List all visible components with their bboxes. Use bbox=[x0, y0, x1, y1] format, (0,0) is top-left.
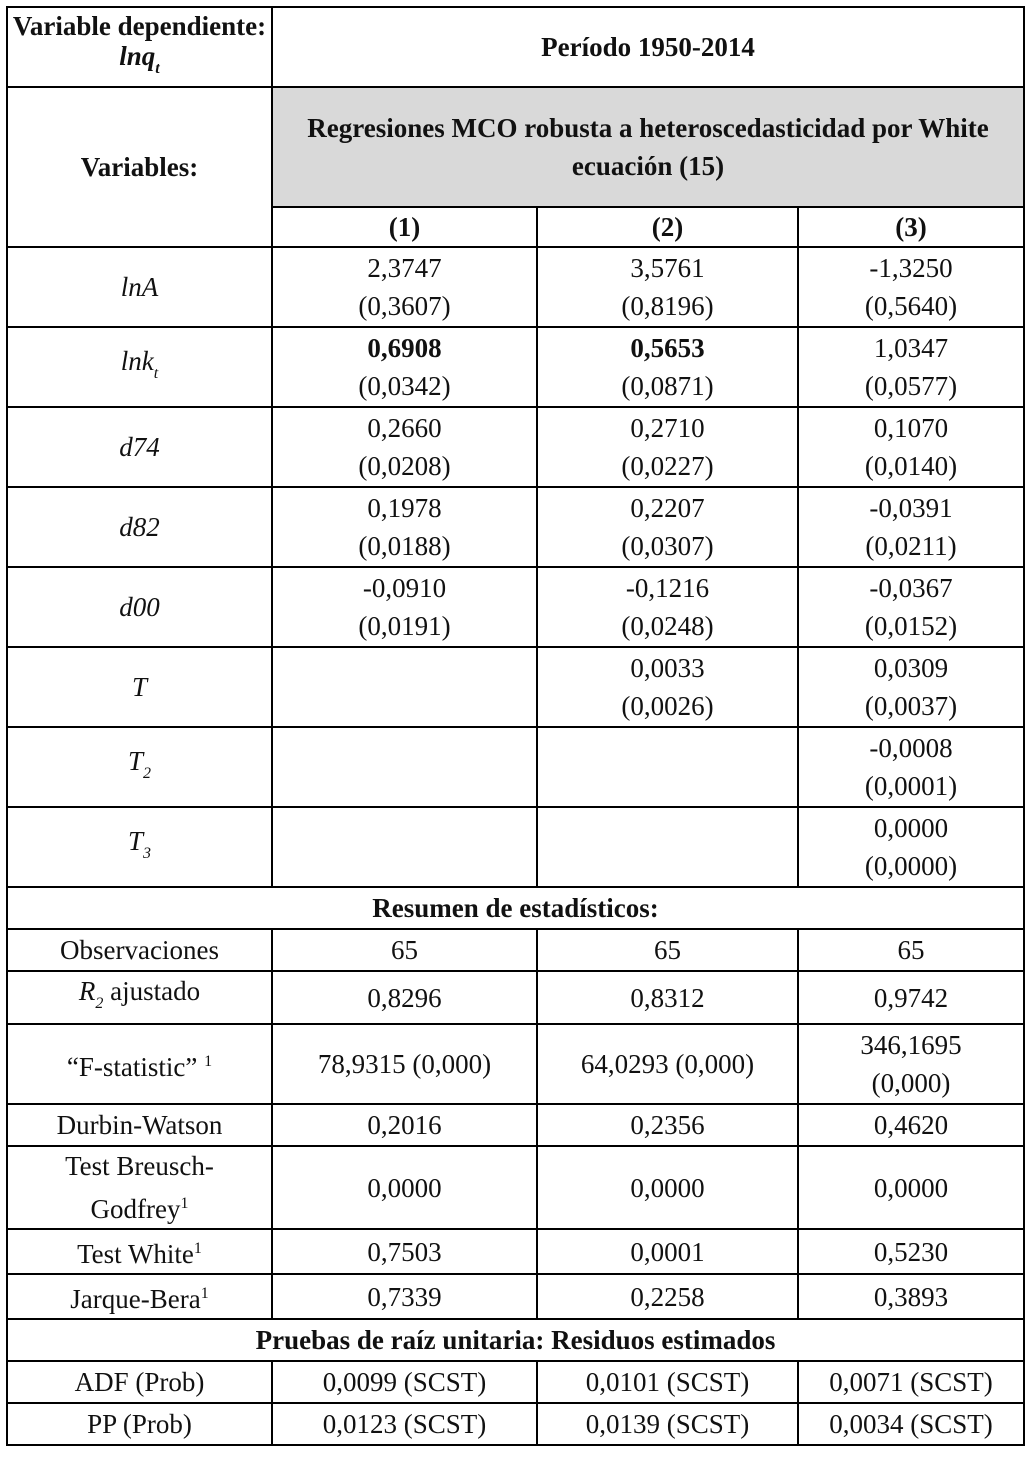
table-row bbox=[7, 727, 1024, 807]
table-row bbox=[7, 1361, 1024, 1403]
standard-error: (0,0307) bbox=[621, 531, 714, 561]
coefficient-value: 0,0309 bbox=[873, 653, 949, 683]
table-cell bbox=[798, 487, 1024, 567]
row-label bbox=[7, 407, 272, 487]
coefficient-value: 0,2710 bbox=[630, 413, 705, 443]
coefficient-value: 2,3747 bbox=[367, 253, 442, 283]
variable-name: lnA bbox=[120, 272, 159, 302]
standard-error: (0,5640) bbox=[864, 291, 958, 321]
table-cell bbox=[537, 247, 798, 327]
standard-error: (0,8196) bbox=[621, 291, 714, 321]
table-row bbox=[7, 487, 1024, 567]
variable-name: lnk bbox=[120, 345, 154, 376]
column-header-3: (3) bbox=[798, 207, 1024, 247]
footnote-marker: 1 bbox=[193, 1240, 202, 1257]
table-row bbox=[7, 1403, 1024, 1445]
row-label bbox=[7, 971, 272, 1024]
row-label: Observaciones bbox=[7, 929, 272, 971]
table-cell: 0,0123 (SCST) bbox=[272, 1403, 537, 1445]
regression-title-text: Regresiones MCO robusta a heteroscedasticidad por White bbox=[307, 113, 989, 143]
breusch-godfrey-label-line1: Test Breusch- bbox=[65, 1151, 214, 1181]
table-row bbox=[7, 1229, 1024, 1274]
column-header-2: (2) bbox=[537, 207, 798, 247]
table-cell bbox=[272, 487, 537, 567]
footnote-marker: 1 bbox=[200, 1285, 209, 1302]
r2-subscript: 2 bbox=[95, 995, 104, 1012]
table-cell: 0,0071 (SCST) bbox=[798, 1361, 1024, 1403]
coefficient-value: -1,3250 bbox=[869, 253, 953, 283]
table-cell: 65 bbox=[798, 929, 1024, 971]
table-row bbox=[7, 1024, 1024, 1104]
table-cell: 0,9742 bbox=[798, 971, 1024, 1024]
table-row bbox=[7, 1146, 1024, 1229]
f-statistic-label: “F-statistic” bbox=[66, 1051, 205, 1082]
variable-name: d00 bbox=[119, 592, 160, 622]
r2-label-text: ajustado bbox=[103, 976, 201, 1006]
footnote-marker: 1 bbox=[180, 1195, 189, 1212]
row-label: ADF (Prob) bbox=[7, 1361, 272, 1403]
variable-subscript: 2 bbox=[143, 764, 152, 782]
coefficient-value: -0,0391 bbox=[869, 493, 953, 523]
white-test-label: Test White bbox=[77, 1239, 194, 1269]
coefficient-value: 0,0033 bbox=[630, 653, 705, 683]
table-cell bbox=[537, 807, 798, 887]
table-cell: 0,7503 bbox=[272, 1229, 537, 1274]
table-cell: 0,2258 bbox=[537, 1274, 798, 1319]
unit-root-section-title: Pruebas de raíz unitaria: Residuos estimados bbox=[7, 1319, 1024, 1361]
breusch-godfrey-label-line2: Godfrey bbox=[90, 1194, 181, 1224]
standard-error: (0,0000) bbox=[864, 851, 958, 881]
standard-error: (0,0191) bbox=[358, 611, 451, 641]
table-cell bbox=[798, 567, 1024, 647]
table-cell: 0,0000 bbox=[272, 1146, 537, 1229]
table-cell: 0,8312 bbox=[537, 971, 798, 1024]
table-cell bbox=[537, 407, 798, 487]
standard-error: (0,0577) bbox=[864, 371, 958, 401]
variable-name: T bbox=[131, 672, 148, 702]
dependent-variable-subscript: t bbox=[155, 59, 160, 77]
coefficient-value: 0,2207 bbox=[630, 493, 705, 523]
table-row bbox=[7, 567, 1024, 647]
coefficient-value: -0,0367 bbox=[869, 573, 953, 603]
row-label bbox=[7, 727, 272, 807]
row-label bbox=[7, 327, 272, 407]
standard-error: (0,0208) bbox=[358, 451, 451, 481]
row-label bbox=[7, 247, 272, 327]
table-cell bbox=[798, 647, 1024, 727]
coefficient-value: 0,1070 bbox=[873, 413, 949, 443]
variable-name: T bbox=[127, 825, 144, 856]
standard-error: (0,0037) bbox=[864, 691, 958, 721]
dependent-variable-symbol: lnq bbox=[119, 40, 156, 71]
table-cell: 0,2016 bbox=[272, 1104, 537, 1146]
variable-name: d74 bbox=[119, 432, 160, 462]
table-row bbox=[7, 247, 1024, 327]
coefficient-value: 3,5761 bbox=[630, 253, 705, 283]
f-statistic-value: 346,1695 bbox=[860, 1030, 962, 1060]
table-row bbox=[7, 1274, 1024, 1319]
regression-equation: ecuación (15) bbox=[571, 151, 725, 181]
table-cell: 0,0101 (SCST) bbox=[537, 1361, 798, 1403]
table-cell bbox=[537, 487, 798, 567]
coefficient-value: -0,0008 bbox=[869, 733, 953, 763]
table-cell bbox=[537, 727, 798, 807]
dependent-variable-label: Variable dependiente: bbox=[12, 10, 267, 41]
coefficient-value: 0,0000 bbox=[873, 813, 949, 843]
table-cell: 0,4620 bbox=[798, 1104, 1024, 1146]
table-cell: 0,2356 bbox=[537, 1104, 798, 1146]
dependent-variable-header bbox=[7, 7, 272, 87]
row-label bbox=[7, 1146, 272, 1229]
variables-header: Variables: bbox=[7, 87, 272, 247]
coefficient-value: 0,5653 bbox=[630, 333, 705, 363]
table-row bbox=[7, 1104, 1024, 1146]
variable-name: d82 bbox=[119, 512, 160, 542]
table-cell bbox=[272, 727, 537, 807]
table-cell: 0,0000 bbox=[537, 1146, 798, 1229]
regression-title bbox=[272, 87, 1024, 207]
standard-error: (0,0140) bbox=[864, 451, 958, 481]
table-row bbox=[7, 929, 1024, 971]
table-cell: 0,0139 (SCST) bbox=[537, 1403, 798, 1445]
row-label bbox=[7, 807, 272, 887]
table-cell: 0,8296 bbox=[272, 971, 537, 1024]
table-row bbox=[7, 327, 1024, 407]
coefficient-rows bbox=[7, 247, 1024, 887]
row-label bbox=[7, 1024, 272, 1104]
table-cell bbox=[798, 727, 1024, 807]
coefficient-value: 1,0347 bbox=[873, 333, 949, 363]
table-cell bbox=[537, 567, 798, 647]
table-cell bbox=[798, 327, 1024, 407]
period-header: Período 1950-2014 bbox=[272, 7, 1024, 87]
table-cell bbox=[798, 407, 1024, 487]
table-cell bbox=[798, 807, 1024, 887]
table-cell: 64,0293 (0,000) bbox=[537, 1024, 798, 1104]
table-cell bbox=[537, 647, 798, 727]
standard-error: (0,0211) bbox=[865, 531, 957, 561]
standard-error: (0,0342) bbox=[358, 371, 451, 401]
standard-error: (0,0227) bbox=[621, 451, 714, 481]
table-row bbox=[7, 807, 1024, 887]
row-label bbox=[7, 647, 272, 727]
table-cell: 0,0099 (SCST) bbox=[272, 1361, 537, 1403]
coefficient-value: 0,6908 bbox=[367, 333, 442, 363]
table-cell: 0,3893 bbox=[798, 1274, 1024, 1319]
standard-error: (0,0248) bbox=[621, 611, 714, 641]
standard-error: (0,0188) bbox=[358, 531, 451, 561]
table-cell: 65 bbox=[537, 929, 798, 971]
standard-error: (0,0871) bbox=[621, 371, 714, 401]
regression-table bbox=[6, 6, 1025, 1446]
table-cell: 0,0000 bbox=[798, 1146, 1024, 1229]
row-label bbox=[7, 1274, 272, 1319]
table-cell: 0,0001 bbox=[537, 1229, 798, 1274]
table-row bbox=[7, 647, 1024, 727]
table-cell bbox=[272, 807, 537, 887]
table-cell bbox=[798, 1024, 1024, 1104]
row-label bbox=[7, 1229, 272, 1274]
table-cell bbox=[798, 247, 1024, 327]
coefficient-value: -0,0910 bbox=[362, 573, 447, 603]
table-cell: 0,5230 bbox=[798, 1229, 1024, 1274]
row-label bbox=[7, 567, 272, 647]
table-row bbox=[7, 407, 1024, 487]
standard-error: (0,0026) bbox=[621, 691, 714, 721]
variable-name: T bbox=[127, 745, 144, 776]
table-cell: 0,0034 (SCST) bbox=[798, 1403, 1024, 1445]
table-row bbox=[7, 971, 1024, 1024]
footnote-marker: 1 bbox=[204, 1052, 213, 1070]
row-label: Durbin-Watson bbox=[7, 1104, 272, 1146]
table-cell bbox=[537, 327, 798, 407]
table-cell bbox=[272, 327, 537, 407]
coefficient-value: 0,1978 bbox=[367, 493, 442, 523]
row-label: PP (Prob) bbox=[7, 1403, 272, 1445]
table-cell bbox=[272, 407, 537, 487]
variable-subscript: 3 bbox=[143, 844, 152, 862]
standard-error: (0,0152) bbox=[864, 611, 958, 641]
coefficient-value: -0,1216 bbox=[625, 573, 710, 603]
summary-section-title: Resumen de estadísticos: bbox=[7, 887, 1024, 929]
table-cell: 0,7339 bbox=[272, 1274, 537, 1319]
coefficient-value: 0,2660 bbox=[367, 413, 442, 443]
table-cell: 78,9315 (0,000) bbox=[272, 1024, 537, 1104]
jarque-bera-label: Jarque-Bera bbox=[70, 1284, 201, 1314]
table-cell bbox=[272, 647, 537, 727]
standard-error: (0,3607) bbox=[358, 291, 451, 321]
standard-error: (0,0001) bbox=[864, 771, 958, 801]
table-cell: 65 bbox=[272, 929, 537, 971]
r2-symbol: R bbox=[78, 976, 96, 1006]
variable-subscript: t bbox=[153, 364, 159, 382]
f-statistic-prob: (0,000) bbox=[871, 1068, 951, 1098]
table-cell bbox=[272, 247, 537, 327]
column-header-1: (1) bbox=[272, 207, 537, 247]
row-label bbox=[7, 487, 272, 567]
table-cell bbox=[272, 567, 537, 647]
